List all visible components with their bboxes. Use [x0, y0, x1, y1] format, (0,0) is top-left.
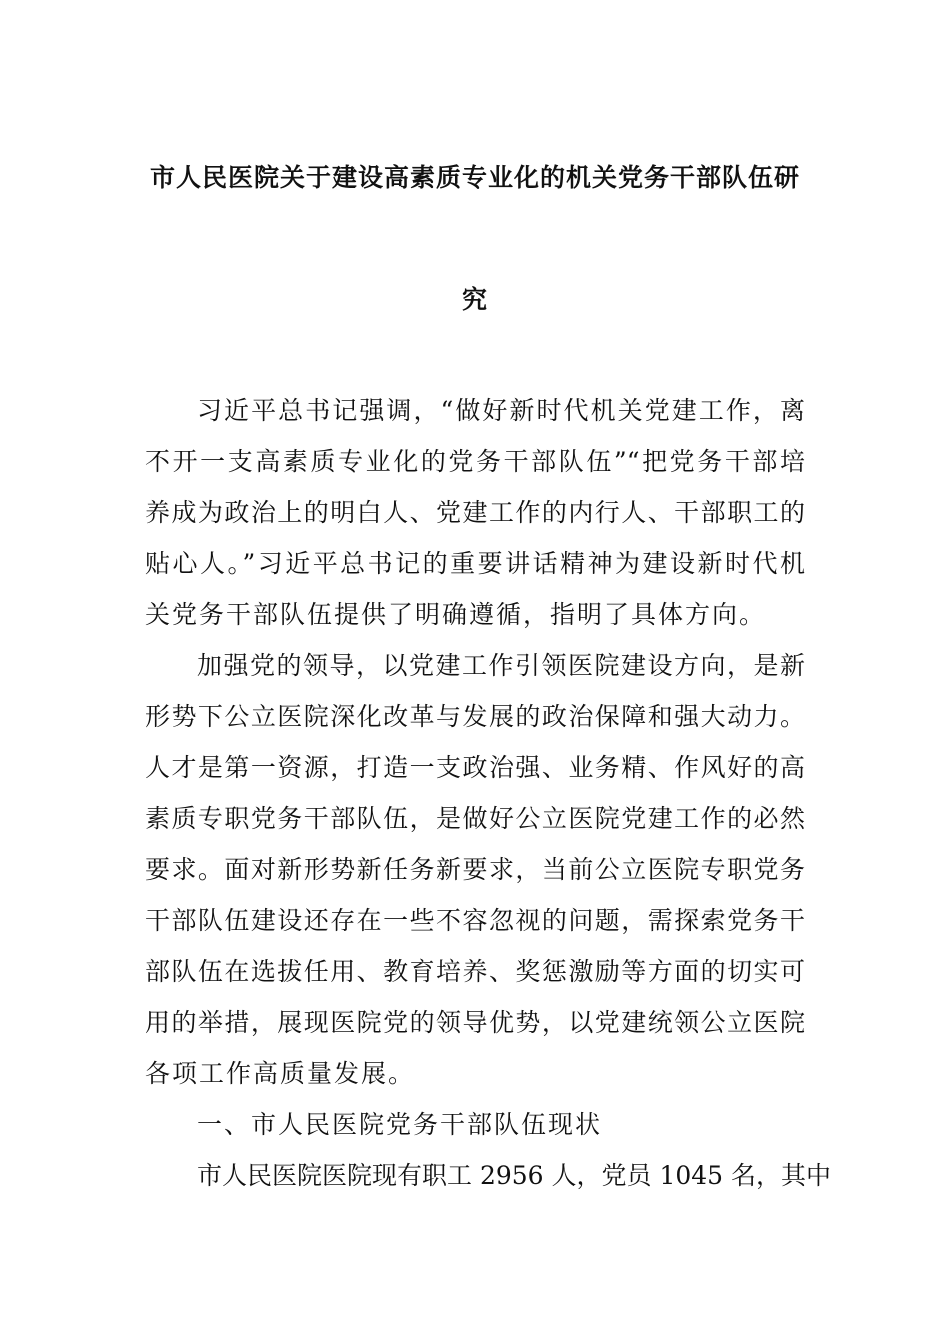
paragraph-line: 用的举措，展现医院党的领导优势，以党建统领公立医院: [145, 1008, 805, 1037]
paragraph-line: 加强党的领导，以党建工作引领医院建设方向，是新: [197, 651, 805, 680]
paragraph-line: 形势下公立医院深化改革与发展的政治保障和强大动力。: [145, 702, 805, 731]
paragraph-line: 养成为政治上的明白人、党建工作的内行人、干部职工的: [145, 498, 805, 527]
paragraph-line: 不开一支高素质专业化的党务干部队伍”“把党务干部培: [145, 447, 805, 476]
paragraph-line: 市人民医院医院现有职工 2956 人，党员 1045 名，其中: [197, 1161, 832, 1190]
paragraph-line: 贴心人。”习近平总书记的重要讲话精神为建设新时代机: [145, 549, 805, 578]
paragraph-line: 要求。面对新形势新任务新要求，当前公立医院专职党务: [145, 855, 805, 884]
paragraph-line: 关党务干部队伍提供了明确遵循，指明了具体方向。: [145, 600, 767, 629]
section-heading: 一、市人民医院党务干部队伍现状: [197, 1110, 603, 1139]
paragraph-line: 习近平总书记强调，“做好新时代机关党建工作，离: [197, 396, 805, 425]
document-title-line-2: 究: [461, 285, 488, 314]
paragraph-line: 人才是第一资源，打造一支政治强、业务精、作风好的高: [145, 753, 805, 782]
paragraph-line: 部队伍在选拔任用、教育培养、奖惩激励等方面的切实可: [145, 957, 805, 986]
paragraph-line: 干部队伍建设还存在一些不容忽视的问题，需探索党务干: [145, 906, 805, 935]
paragraph-line: 素质专职党务干部队伍，是做好公立医院党建工作的必然: [145, 804, 805, 833]
document-title-line-1: 市人民医院关于建设高素质专业化的机关党务干部队伍研: [149, 163, 800, 192]
paragraph-line: 各项工作高质量发展。: [145, 1059, 416, 1088]
